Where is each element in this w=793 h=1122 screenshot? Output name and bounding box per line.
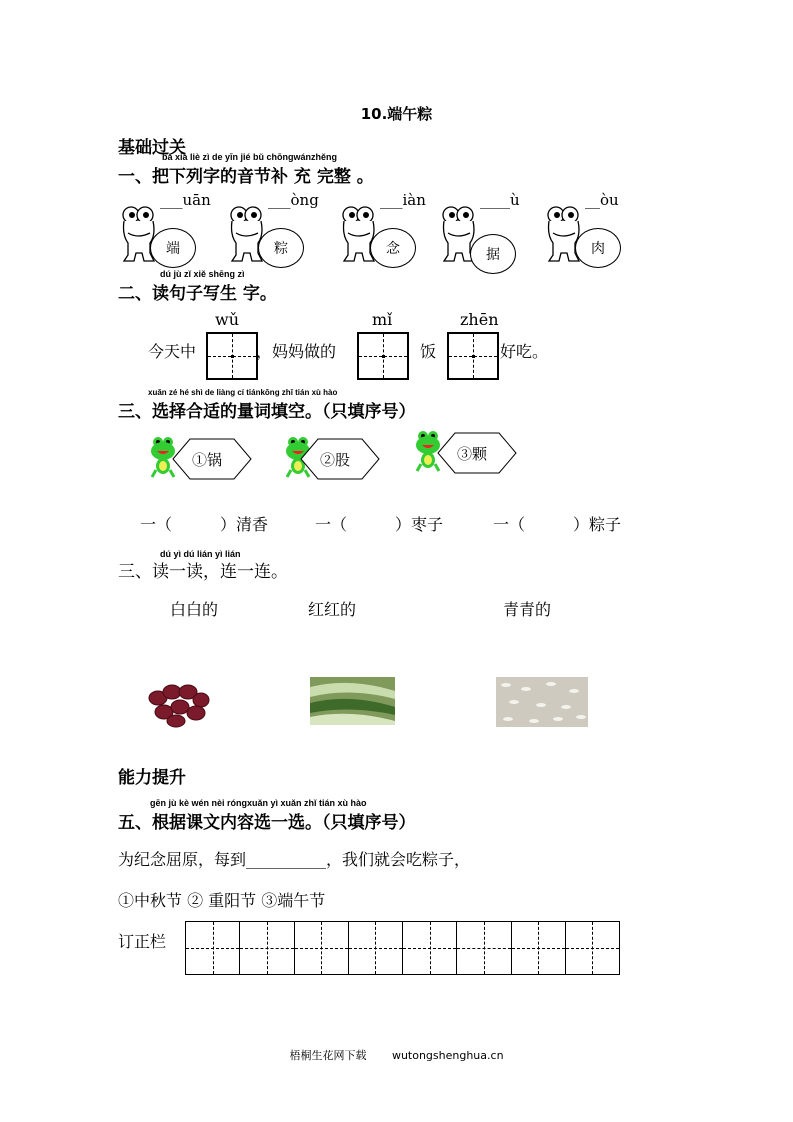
q3-heading: 三、选择合适的量词填空。（只填序号） [118,402,416,422]
sentence-part: ，妈妈做的 [256,342,337,361]
measure-word-option: ①锅 [192,451,223,469]
red-dates-image[interactable] [146,680,212,730]
pinyin-mi: mǐ [372,310,393,329]
syllable-blank[interactable]: __òu [585,191,619,209]
q5-options: ①中秋节 ② 重阳节 ③端午节 [118,891,326,910]
character-circle: 肉 [575,228,621,268]
q5-sentence[interactable]: 为纪念屈原，每到__________，我们就会吃粽子， [118,850,471,869]
pinyin-zhen: zhēn [460,310,499,329]
q2-pinyin: dú jù zǐ xiě shēng zì [160,269,245,279]
q1-pinyin: bǎ xià liè zì de yīn jié bǔ chōngwánzhěng [162,152,338,162]
writing-box[interactable] [357,332,409,380]
syllable-blank[interactable]: ___òng [268,191,319,209]
measure-word-option: ②股 [320,451,351,469]
section-advanced: 能力提升 [118,768,186,788]
syllable-blank[interactable]: ___uān [160,191,211,209]
q5-pinyin: gēn jù kè wén nèi róngxuǎn yì xuǎn zhǐ tián xù hào [150,798,367,808]
correction-grid[interactable] [185,921,620,975]
word-white: 白白的 [170,600,219,619]
fill-blank-1[interactable]: 一（ ）清香 [140,515,269,534]
character-circle: 粽 [258,228,304,268]
sentence-part: 饭 [420,342,437,361]
writing-box[interactable] [206,332,258,380]
character-circle: 端 [150,228,196,268]
word-red: 红红的 [308,600,357,619]
measure-word-option: ③颗 [457,445,488,463]
rice-image[interactable] [496,677,588,727]
pinyin-wu: wǔ [215,310,239,329]
syllable-blank[interactable]: ___iàn [380,191,426,209]
correction-label: 订正栏 [118,932,167,951]
q4-pinyin: dú yì dú lián yì lián [160,549,241,559]
character-circle: 据 [470,234,516,274]
section-basic: 基础过关 [118,138,186,158]
sentence-part: 好吃。 [500,342,549,361]
fill-blank-2[interactable]: 一（ ）枣子 [315,515,444,534]
q3-pinyin: xuǎn zé hé shì de liàng cí tiánkōng zhǐ tián xù hào [148,388,338,397]
q4-heading: 三、读一读，连一连。 [118,562,288,582]
word-green: 青青的 [503,600,552,619]
bamboo-leaves-image[interactable] [310,677,395,725]
syllable-blank[interactable]: ____ù [480,191,520,209]
q2-heading: 二、读句子写生 字。 [118,284,277,304]
page-title: 10.端午粽 [360,105,433,123]
writing-box[interactable] [447,332,499,380]
footer: 梧桐生花网下载 wutongshenghua.cn [289,1049,504,1062]
character-circle: 念 [370,228,416,268]
q1-heading: 一、把下列字的音节补 充 完整 。 [118,167,374,187]
sentence-part: 今天中 [148,342,197,361]
q5-heading: 五、根据课文内容选一选。（只填序号） [118,813,416,833]
fill-blank-3[interactable]: 一（ ）粽子 [493,515,622,534]
